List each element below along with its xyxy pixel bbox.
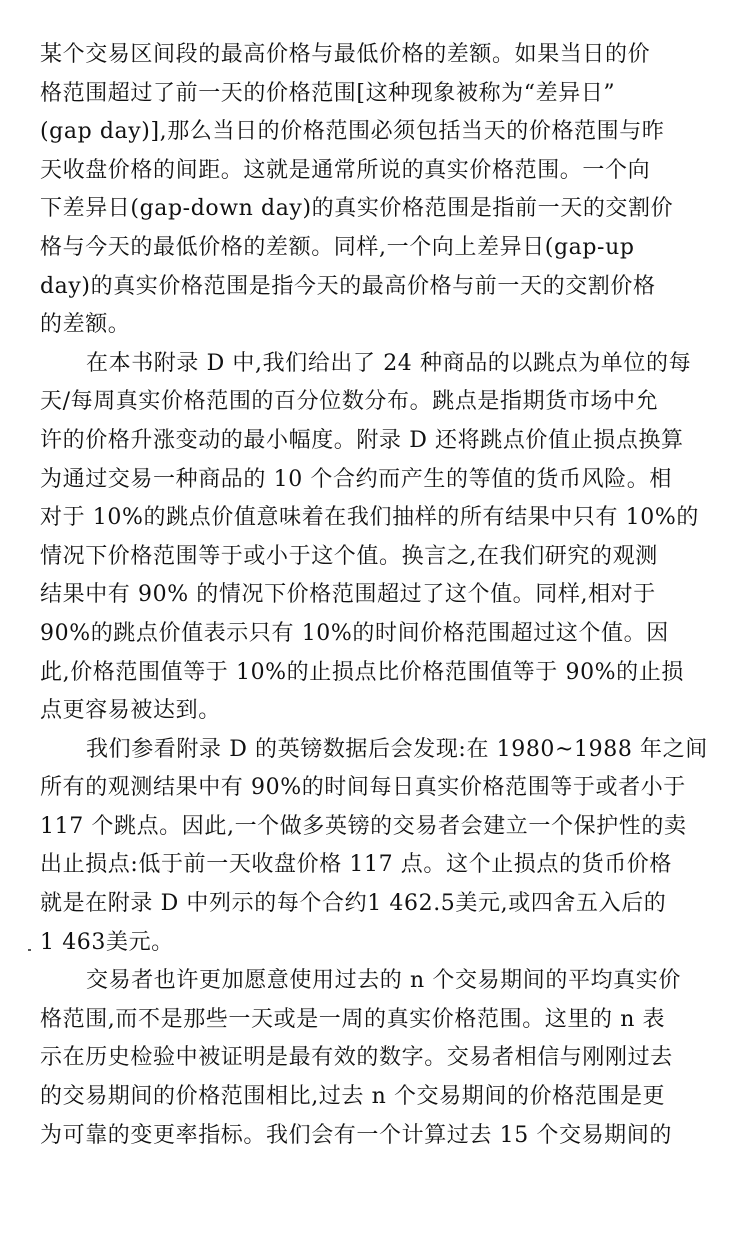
- text-line: 对于 10%的跳点价值意味着在我们抽样的所有结果中只有 10%的: [40, 505, 699, 531]
- text-line: 某个交易区间段的最高价格与最低价格的差额。如果当日的价: [40, 42, 651, 67]
- text-line: 的交易期间的价格范围相比,过去 n 个交易期间的价格范围是更: [40, 1084, 666, 1110]
- text-line: 格范围,而不是那些一天或是一周的真实价格范围。这里的 n 表: [40, 1006, 666, 1032]
- text-line: 点更容易被达到。: [40, 698, 221, 724]
- paragraph-3: [40, 731, 730, 963]
- text-line: 示在历史检验中被证明是最有效的数字。交易者相信与刚刚过去: [40, 1045, 673, 1071]
- text-line: 在本书附录 D 中,我们给出了 24 种商品的以跳点为单位的每: [86, 350, 692, 376]
- text-line: 为通过交易一种商品的 10 个合约而产生的等值的货币风险。相: [40, 466, 672, 492]
- text-line: 交易者也许更加愿意使用过去的 n 个交易期间的平均真实价: [86, 968, 681, 994]
- text-line: 下差异日(gap-down day)的真实价格范围是指前一天的交割价: [40, 196, 674, 222]
- text-line: 出止损点:低于前一天收盘价格 117 点。这个止损点的货币价格: [40, 852, 672, 878]
- text-line: 情况下价格范围等于或小于这个值。换言之,在我们研究的观测: [40, 543, 658, 569]
- paragraph-2: [40, 345, 730, 731]
- text-line: 117 个跳点。因此,一个做多英镑的交易者会建立一个保护性的卖: [40, 813, 687, 839]
- text-line: 就是在附录 D 中列示的每个合约1 462.5美元,或四舍五入后的: [40, 891, 667, 917]
- text-line: 1 463美元。: [40, 929, 174, 955]
- text-line: 的差额。: [40, 312, 131, 338]
- text-line: 为可靠的变更率指标。我们会有一个计算过去 15 个交易期间的: [40, 1122, 672, 1148]
- text-line: 天收盘价格的间距。这就是通常所说的真实价格范围。一个向: [40, 157, 651, 183]
- book-page-text: [40, 36, 730, 1155]
- paragraph-4: [40, 962, 730, 1155]
- text-line: 此,价格范围值等于 10%的止损点比价格范围值等于 90%的止损: [40, 659, 684, 685]
- text-line: 天/每周真实价格范围的百分位数分布。跳点是指期货市场中允: [40, 389, 659, 415]
- text-line: day)的真实价格范围是指今天的最高价格与前一天的交割价格: [40, 273, 656, 299]
- text-line: 90%的跳点价值表示只有 10%的时间价格范围超过这个值。因: [40, 620, 669, 646]
- text-line: 所有的观测结果中有 90%的时间每日真实价格范围等于或者小于: [40, 775, 686, 801]
- text-line: 结果中有 90% 的情况下价格范围超过了这个值。同样,相对于: [40, 582, 656, 608]
- text-line: (gap day)],那么当日的价格范围必须包括当天的价格范围与昨: [40, 119, 665, 145]
- scan-speck: [28, 949, 31, 951]
- text-line: 格与今天的最低价格的差额。同样,一个向上差异日(gap-up: [40, 234, 635, 260]
- text-line: 许的价格升涨变动的最小幅度。附录 D 还将跳点价值止损点换算: [40, 427, 684, 453]
- text-line: 格范围超过了前一天的价格范围[这种现象被称为“差异日”: [40, 80, 616, 106]
- paragraph-1: [40, 36, 730, 345]
- text-line: 我们参看附录 D 的英镑数据后会发现:在 1980~1988 年之间: [86, 736, 708, 762]
